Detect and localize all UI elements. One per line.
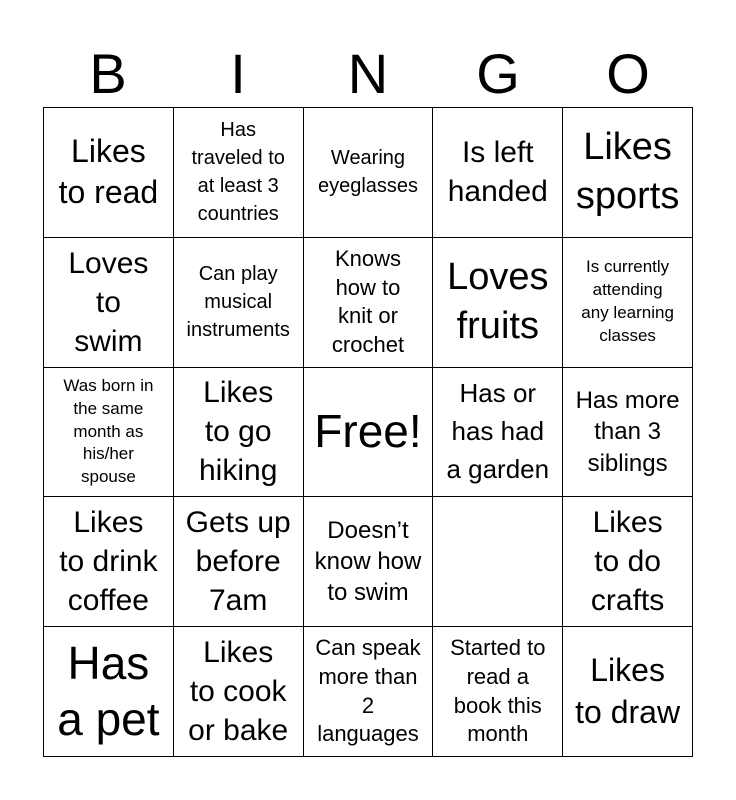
header-letter-b: B bbox=[89, 42, 127, 105]
cell-text: Wearing eyeglasses bbox=[317, 147, 419, 198]
cell-text: Has traveled to at least 3 countries bbox=[191, 119, 285, 226]
cell-text: Has more than 3 siblings bbox=[575, 387, 680, 477]
header-letter-o: O bbox=[606, 42, 650, 105]
bingo-board bbox=[43, 107, 693, 757]
bingo-cell[interactable] bbox=[44, 238, 174, 368]
bingo-cell[interactable] bbox=[44, 108, 174, 238]
cell-text: Gets up before 7am bbox=[185, 506, 291, 618]
cell-text: Knows how to knit or crochet bbox=[331, 246, 405, 357]
bingo-cell[interactable] bbox=[304, 497, 434, 627]
cell-text: Likes sports bbox=[575, 126, 680, 218]
cell-text: Has a pet bbox=[57, 637, 160, 745]
cell-text: Was born in the same month as his/her spouse bbox=[63, 375, 154, 487]
header-letter-g: G bbox=[476, 42, 520, 105]
bingo-cell[interactable] bbox=[563, 108, 693, 238]
bingo-header bbox=[43, 40, 693, 108]
bingo-cell[interactable] bbox=[44, 368, 174, 498]
cell-text: Doesn’t know how to swim bbox=[314, 517, 422, 607]
cell-text: Loves to swim bbox=[68, 246, 149, 358]
bingo-cell[interactable] bbox=[174, 627, 304, 757]
cell-text: Likes to draw bbox=[575, 652, 681, 730]
cell-text: Can speak more than 2 languages bbox=[315, 635, 421, 747]
bingo-cell[interactable] bbox=[174, 108, 304, 238]
header-letter-i: I bbox=[230, 42, 246, 105]
cell-text: Likes to do crafts bbox=[590, 506, 665, 618]
cell-text: Loves fruits bbox=[447, 255, 549, 348]
bingo-cell[interactable] bbox=[174, 368, 304, 498]
bingo-cell[interactable] bbox=[174, 497, 304, 627]
header-letter-n: N bbox=[347, 42, 389, 105]
cell-text: Started to read a book this month bbox=[450, 635, 546, 747]
cell-text: Free! bbox=[314, 405, 422, 458]
bingo-cell[interactable] bbox=[433, 627, 563, 757]
bingo-cell-blank[interactable] bbox=[433, 497, 563, 627]
bingo-cell[interactable] bbox=[433, 368, 563, 498]
bingo-cell[interactable] bbox=[433, 108, 563, 238]
cell-text: Can play musical instruments bbox=[186, 263, 290, 342]
bingo-cell[interactable] bbox=[44, 497, 174, 627]
bingo-cell-free[interactable] bbox=[304, 368, 434, 498]
cell-text: Has or has had a garden bbox=[446, 378, 550, 484]
cell-text: Likes to drink coffee bbox=[59, 506, 158, 618]
bingo-cell[interactable] bbox=[563, 368, 693, 498]
bingo-cell[interactable] bbox=[304, 108, 434, 238]
cell-text: Likes to go hiking bbox=[199, 376, 278, 488]
cell-text: Is left handed bbox=[447, 136, 548, 209]
cell-text: Is currently attending any learning classes bbox=[581, 257, 674, 346]
bingo-cell[interactable] bbox=[304, 627, 434, 757]
cell-text: Likes to cook or bake bbox=[188, 636, 289, 748]
bingo-cell[interactable] bbox=[563, 497, 693, 627]
bingo-cell[interactable] bbox=[563, 238, 693, 368]
bingo-cell[interactable] bbox=[433, 238, 563, 368]
cell-text: Likes to read bbox=[58, 132, 159, 211]
bingo-cell[interactable] bbox=[174, 238, 304, 368]
bingo-cell[interactable] bbox=[44, 627, 174, 757]
bingo-cell[interactable] bbox=[304, 238, 434, 368]
bingo-cell[interactable] bbox=[563, 627, 693, 757]
